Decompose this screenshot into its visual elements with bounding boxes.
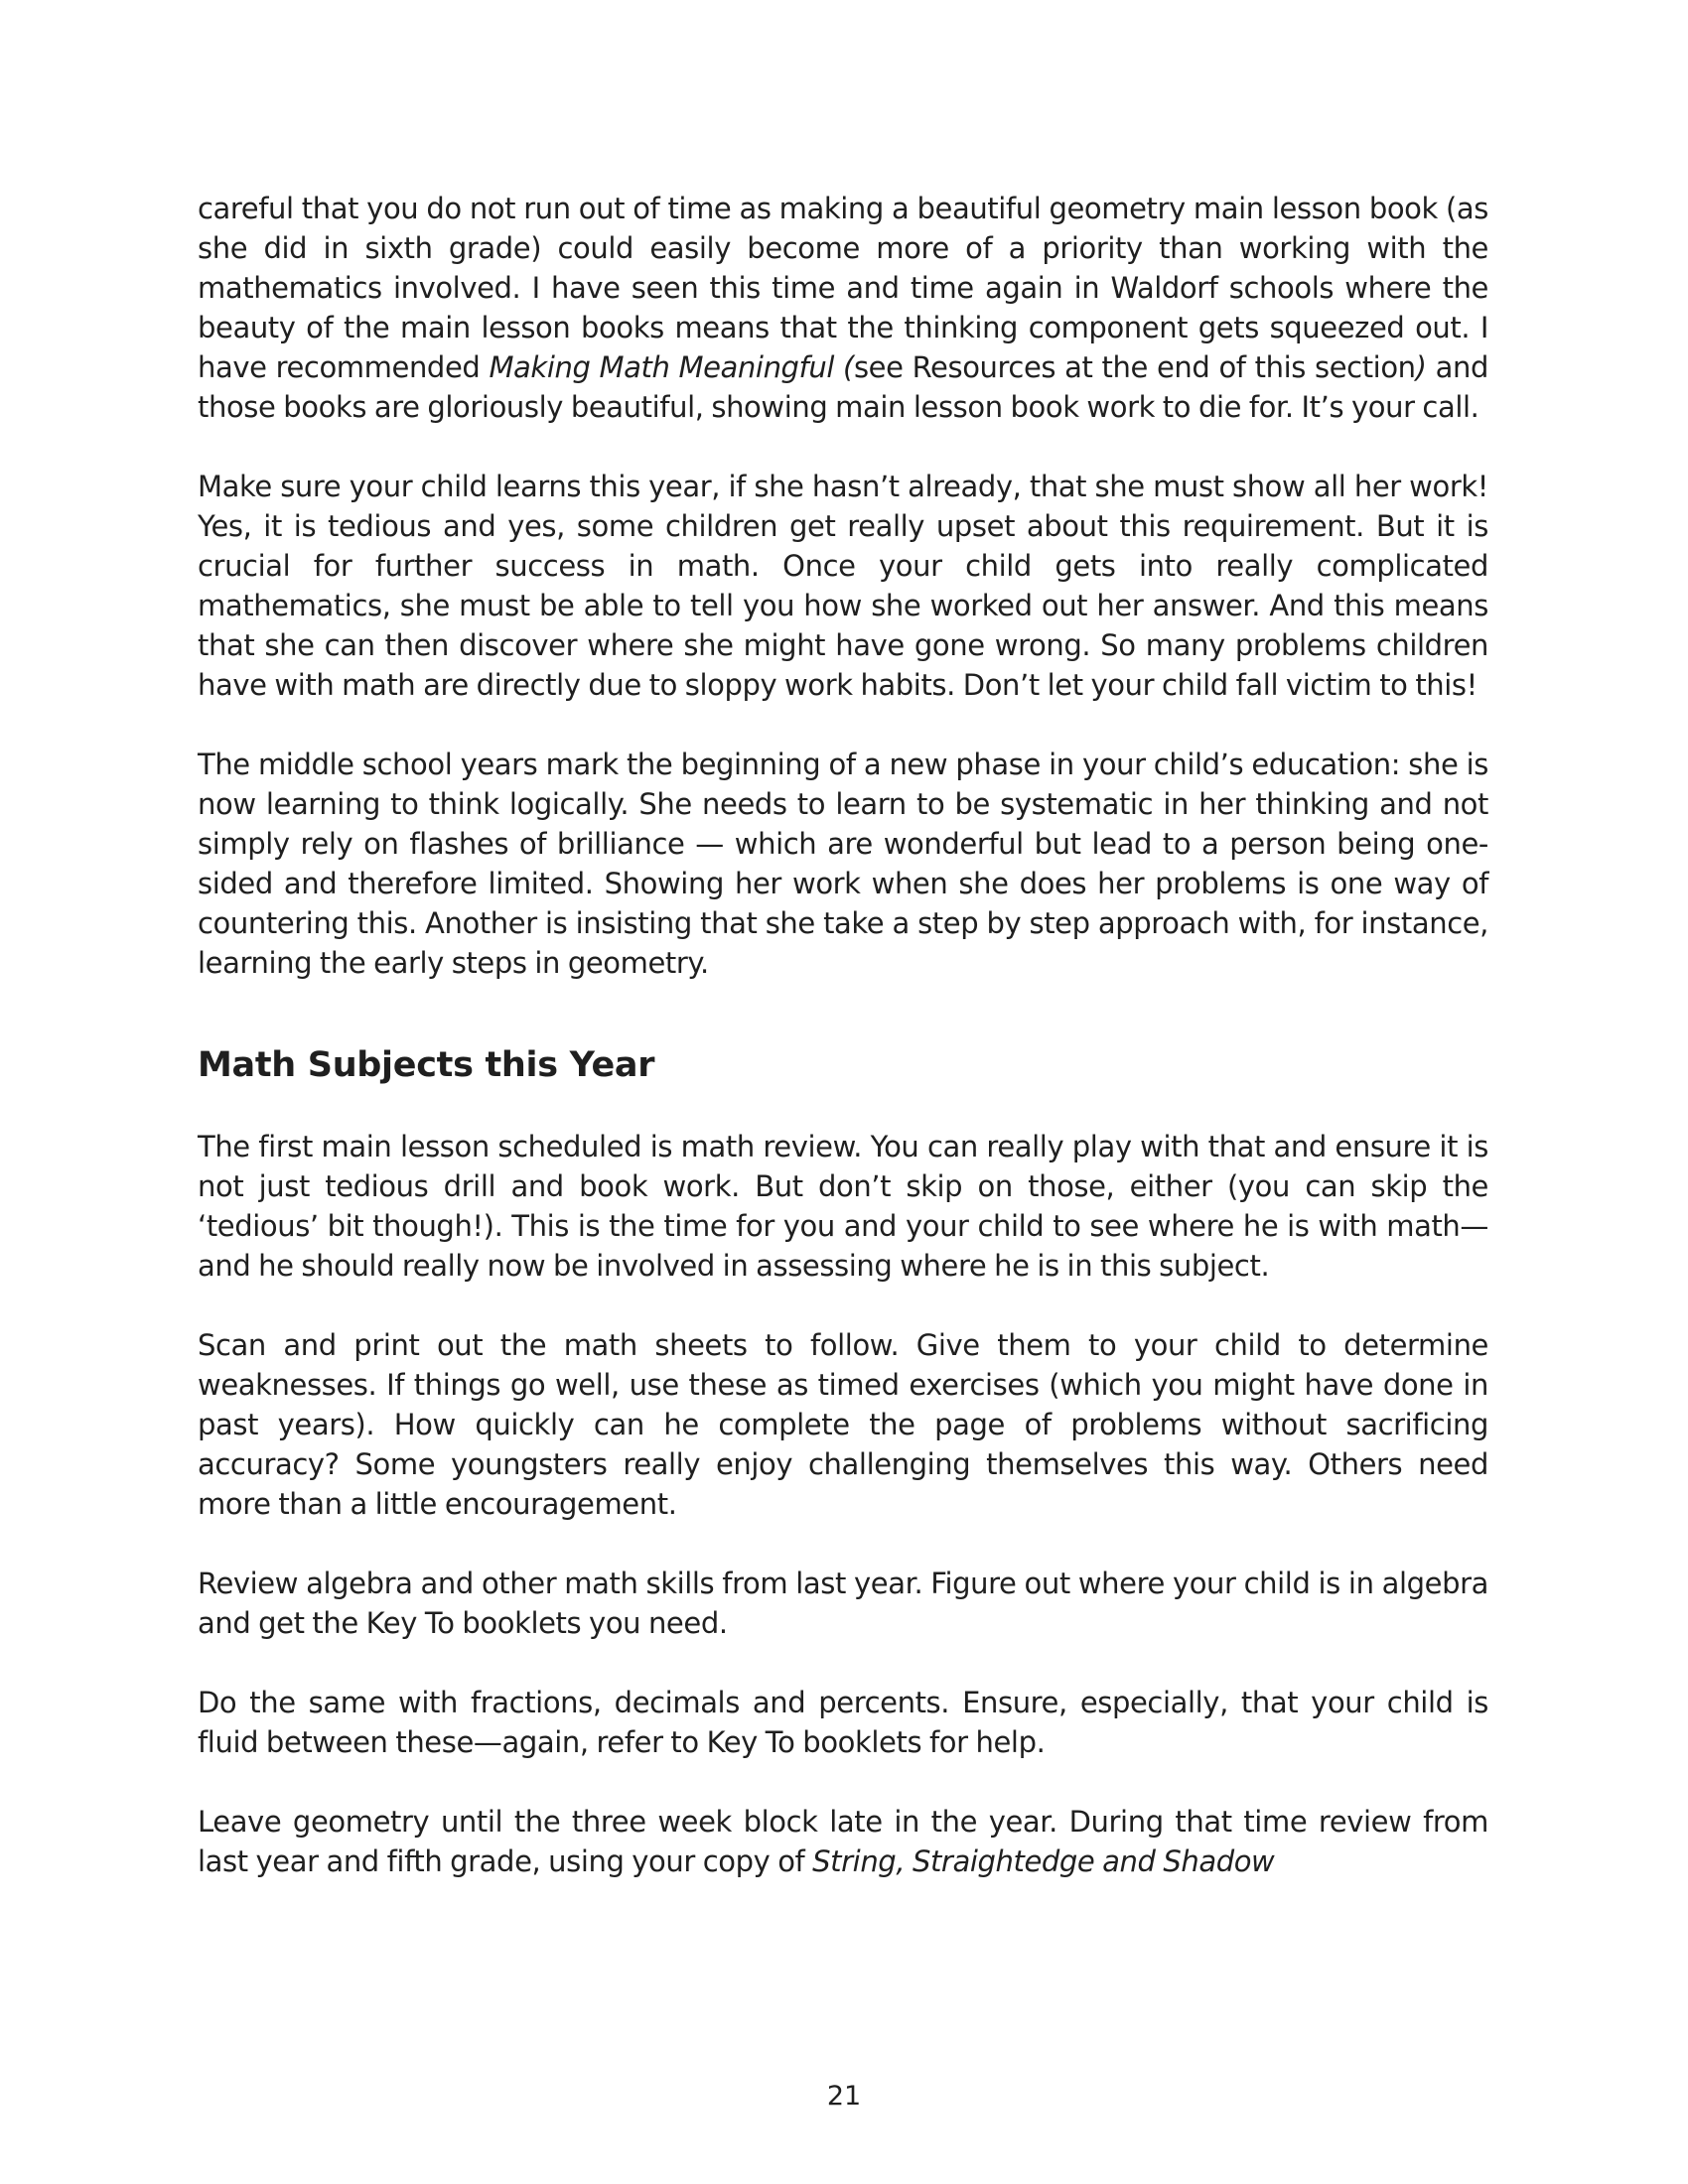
paragraph-text: The first main lesson scheduled is math review. You can really play with that and ensure it is not just tedious drill and book work. But don’t skip on those, either (you can skip the ‘tedious’ bit though!). This is the time for you and your child to see where he is with math—and he should really now be involved in assessing where he is in this subject. [198, 1130, 1488, 1283]
italic-text: ) [1415, 350, 1427, 384]
paragraph [198, 1683, 1488, 1762]
paragraph-text: careful that you do not run out of time as making a beautiful geometry main lesson book (as she did in sixth grade) could easily become more of a priority than working with the mathematics involved. I have seen this time and time again in Waldorf schools where the beauty of the main lesson books means that the thinking component gets squeezed out. I have recommended [198, 192, 1488, 384]
paragraph [198, 467, 1488, 705]
paragraph [198, 745, 1488, 983]
page-body [198, 189, 1488, 1881]
paragraph-text: Do the same with fractions, decimals and percents. Ensure, especially, that your child is fluid between these—again, refer to Key To booklets for help. [198, 1686, 1488, 1759]
paragraph [198, 1802, 1488, 1881]
paragraph-text: Scan and print out the math sheets to follow. Give them to your child to determine weaknesses. If things go well, use these as timed exercises (which you might have done in past years). How quickly can he complete the page of problems without sacrificing accuracy? Some youngsters really enjoy challenging themselves this way. Others need more than a little encouragement. [198, 1328, 1488, 1521]
paragraph [198, 189, 1488, 427]
paragraph [198, 1564, 1488, 1643]
paragraph-text: see Resources at the end of this section [853, 350, 1416, 384]
section-heading: Math Subjects this Year [198, 1045, 655, 1085]
paragraph-text: Review algebra and other math skills from last year. Figure out where your child is in algebra and get the Key To booklets you need. [198, 1567, 1488, 1640]
paragraph [198, 1127, 1488, 1286]
page-number: 21 [826, 2081, 862, 2112]
paragraphs-after [198, 1127, 1488, 1881]
paragraph-text: and those books are gloriously beautiful, showing main lesson book work to die for. It’s your call. [198, 350, 1488, 424]
italic-text: Making Math Meaningful ( [489, 350, 854, 384]
paragraph-text: Leave geometry until the three week block late in the year. During that time review from last year and fifth grade, using your copy of [198, 1805, 1488, 1878]
paragraph [198, 1325, 1488, 1524]
paragraph-text: Make sure your child learns this year, if she hasn’t already, that she must show all her work! Yes, it is tedious and yes, some children get really upset about this requirement. But it is crucial for further success in math. Once your child gets into really complicated mathematics, she must be able to tell you how she worked out her answer. And this means that she can then discover where she might have gone wrong. So many problems children have with math are directly due to sloppy work habits. Don’t let your child fall victim to this! [198, 470, 1488, 702]
paragraph-text: The middle school years mark the beginning of a new phase in your child’s education: she is now learning to think logically. She needs to learn to be systematic in her thinking and not simply rely on flashes of brilliance — which are wonderful but lead to a person being one-sided and therefore limited. Showing her work when she does her problems is one way of countering this. Another is insisting that she take a step by step approach with, for instance, learning the early steps in geometry. [198, 748, 1488, 980]
paragraphs-before [198, 189, 1488, 983]
italic-text: String, Straightedge and Shadow [812, 1844, 1275, 1878]
